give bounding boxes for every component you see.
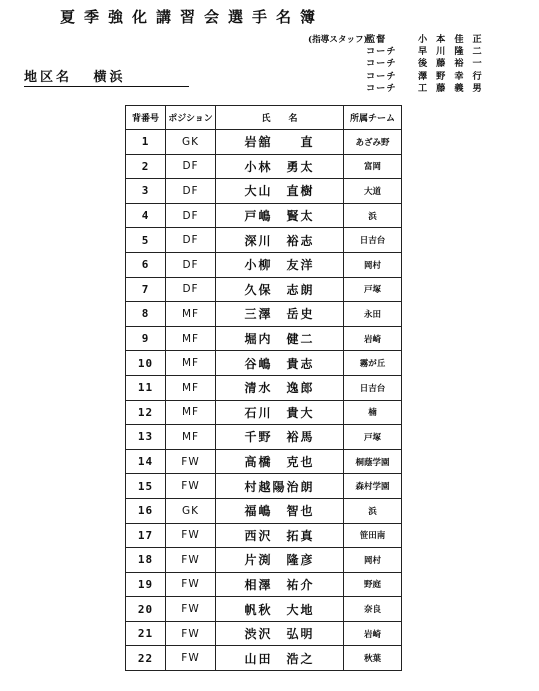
player-name: 福嶋 智也 [216,498,344,523]
staff-name: 早川隆二 [418,46,491,58]
player-number: 17 [126,523,166,548]
player-position: FW [166,449,216,474]
player-position: FW [166,646,216,671]
player-number: 3 [126,179,166,204]
player-number: 2 [126,154,166,179]
staff-row [308,83,533,95]
table-row [126,498,402,523]
staff-list [308,34,533,95]
player-position: FW [166,523,216,548]
player-team: 笹田南 [344,523,402,548]
table-row [126,351,402,376]
table-row [126,302,402,327]
player-team: 岩崎 [344,326,402,351]
player-position: FW [166,548,216,573]
player-position: DF [166,203,216,228]
table-row [126,621,402,646]
roster-table [125,105,402,671]
table-row [126,252,402,277]
staff-name: 小本佳正 [418,34,491,45]
player-position: GK [166,498,216,523]
player-number: 21 [126,621,166,646]
player-name: 深川 裕志 [216,228,344,253]
header-number: 背番号 [126,106,166,130]
player-name: 谷嶋 貴志 [216,351,344,376]
player-team: 岡村 [344,252,402,277]
player-name: 村越陽治朗 [216,474,344,499]
staff-name: 後藤裕一 [418,58,491,70]
player-number: 15 [126,474,166,499]
staff-row [308,58,533,70]
player-team: 奈良 [344,597,402,622]
player-team: 戸塚 [344,425,402,450]
player-position: MF [166,400,216,425]
table-row [126,228,402,253]
player-number: 18 [126,548,166,573]
player-name: 久保 志朗 [216,277,344,302]
player-name: 戸嶋 賢太 [216,203,344,228]
table-row [126,400,402,425]
header-name: 氏 名 [216,106,344,130]
player-number: 20 [126,597,166,622]
player-team: 日吉台 [344,375,402,400]
player-number: 13 [126,425,166,450]
player-position: FW [166,572,216,597]
table-row [126,425,402,450]
player-number: 16 [126,498,166,523]
player-name: 岩舘 直 [216,130,344,155]
player-team: 楠 [344,400,402,425]
table-header-row [126,106,402,130]
player-team: あざみ野 [344,130,402,155]
player-name: 清水 逸郎 [216,375,344,400]
player-team: 秋葉 [344,646,402,671]
player-number: 6 [126,252,166,277]
staff-heading [308,46,366,58]
player-team: 森村学園 [344,474,402,499]
player-team: 大道 [344,179,402,204]
player-position: MF [166,351,216,376]
table-row [126,154,402,179]
table-row [126,597,402,622]
staff-row [308,46,533,58]
table-row [126,523,402,548]
player-name: 片渕 隆彦 [216,548,344,573]
region-value: 横浜 [93,70,126,85]
staff-row [308,34,533,46]
staff-heading [308,71,366,83]
player-name: 西沢 拓真 [216,523,344,548]
player-position: DF [166,252,216,277]
player-name: 山田 浩之 [216,646,344,671]
player-name: 三澤 岳史 [216,302,344,327]
table-row [126,474,402,499]
player-number: 14 [126,449,166,474]
table-row [126,130,402,155]
player-position: GK [166,130,216,155]
document-title: 夏季強化講習会選手名簿 [60,8,325,26]
player-position: DF [166,277,216,302]
header-team: 所属チーム [344,106,402,130]
staff-heading: (指導スタッフ) [308,35,368,45]
table-row [126,277,402,302]
player-name: 高橋 克也 [216,449,344,474]
player-team: 桐蔭学園 [344,449,402,474]
player-position: MF [166,302,216,327]
staff-role: コーチ [366,58,397,70]
player-team: 戸塚 [344,277,402,302]
player-position: FW [166,597,216,622]
player-position: FW [166,474,216,499]
table-row [126,572,402,597]
region-label: 地区名 [24,70,73,85]
player-name: 大山 直樹 [216,179,344,204]
player-position: MF [166,375,216,400]
staff-role: コーチ [366,82,397,94]
player-team: 浜 [344,498,402,523]
player-name: 相澤 祐介 [216,572,344,597]
player-name: 石川 貴大 [216,400,344,425]
table-row [126,548,402,573]
player-number: 1 [126,130,166,155]
player-number: 19 [126,572,166,597]
player-name: 千野 裕馬 [216,425,344,450]
table-row [126,179,402,204]
staff-heading [308,83,366,95]
player-name: 帆秋 大地 [216,597,344,622]
player-number: 8 [126,302,166,327]
player-number: 12 [126,400,166,425]
player-number: 4 [126,203,166,228]
player-name: 小林 勇太 [216,154,344,179]
player-name: 小柳 友洋 [216,252,344,277]
table-row [126,203,402,228]
staff-name: 澤野幸行 [418,70,491,82]
player-number: 9 [126,326,166,351]
player-number: 7 [126,277,166,302]
player-position: FW [166,621,216,646]
player-number: 10 [126,351,166,376]
staff-role: コーチ [366,70,397,82]
player-name: 渋沢 弘明 [216,621,344,646]
player-team: 岩崎 [344,621,402,646]
staff-name: 工藤義男 [418,82,491,94]
player-number: 11 [126,375,166,400]
player-name: 堀内 健二 [216,326,344,351]
table-row [126,326,402,351]
table-row [126,646,402,671]
player-number: 22 [126,646,166,671]
player-team: 岡村 [344,548,402,573]
staff-row [308,71,533,83]
table-row [126,375,402,400]
player-position: MF [166,425,216,450]
player-number: 5 [126,228,166,253]
staff-role: 監督 [366,34,387,45]
player-position: DF [166,179,216,204]
player-team: 霧が丘 [344,351,402,376]
region-line [24,66,189,87]
staff-heading [308,58,366,70]
player-position: DF [166,228,216,253]
header-position: ポジション [166,106,216,130]
player-position: MF [166,326,216,351]
player-team: 永田 [344,302,402,327]
player-team: 日吉台 [344,228,402,253]
staff-role: コーチ [366,46,397,58]
player-position: DF [166,154,216,179]
player-team: 野庭 [344,572,402,597]
player-team: 浜 [344,203,402,228]
table-row [126,449,402,474]
player-team: 富岡 [344,154,402,179]
